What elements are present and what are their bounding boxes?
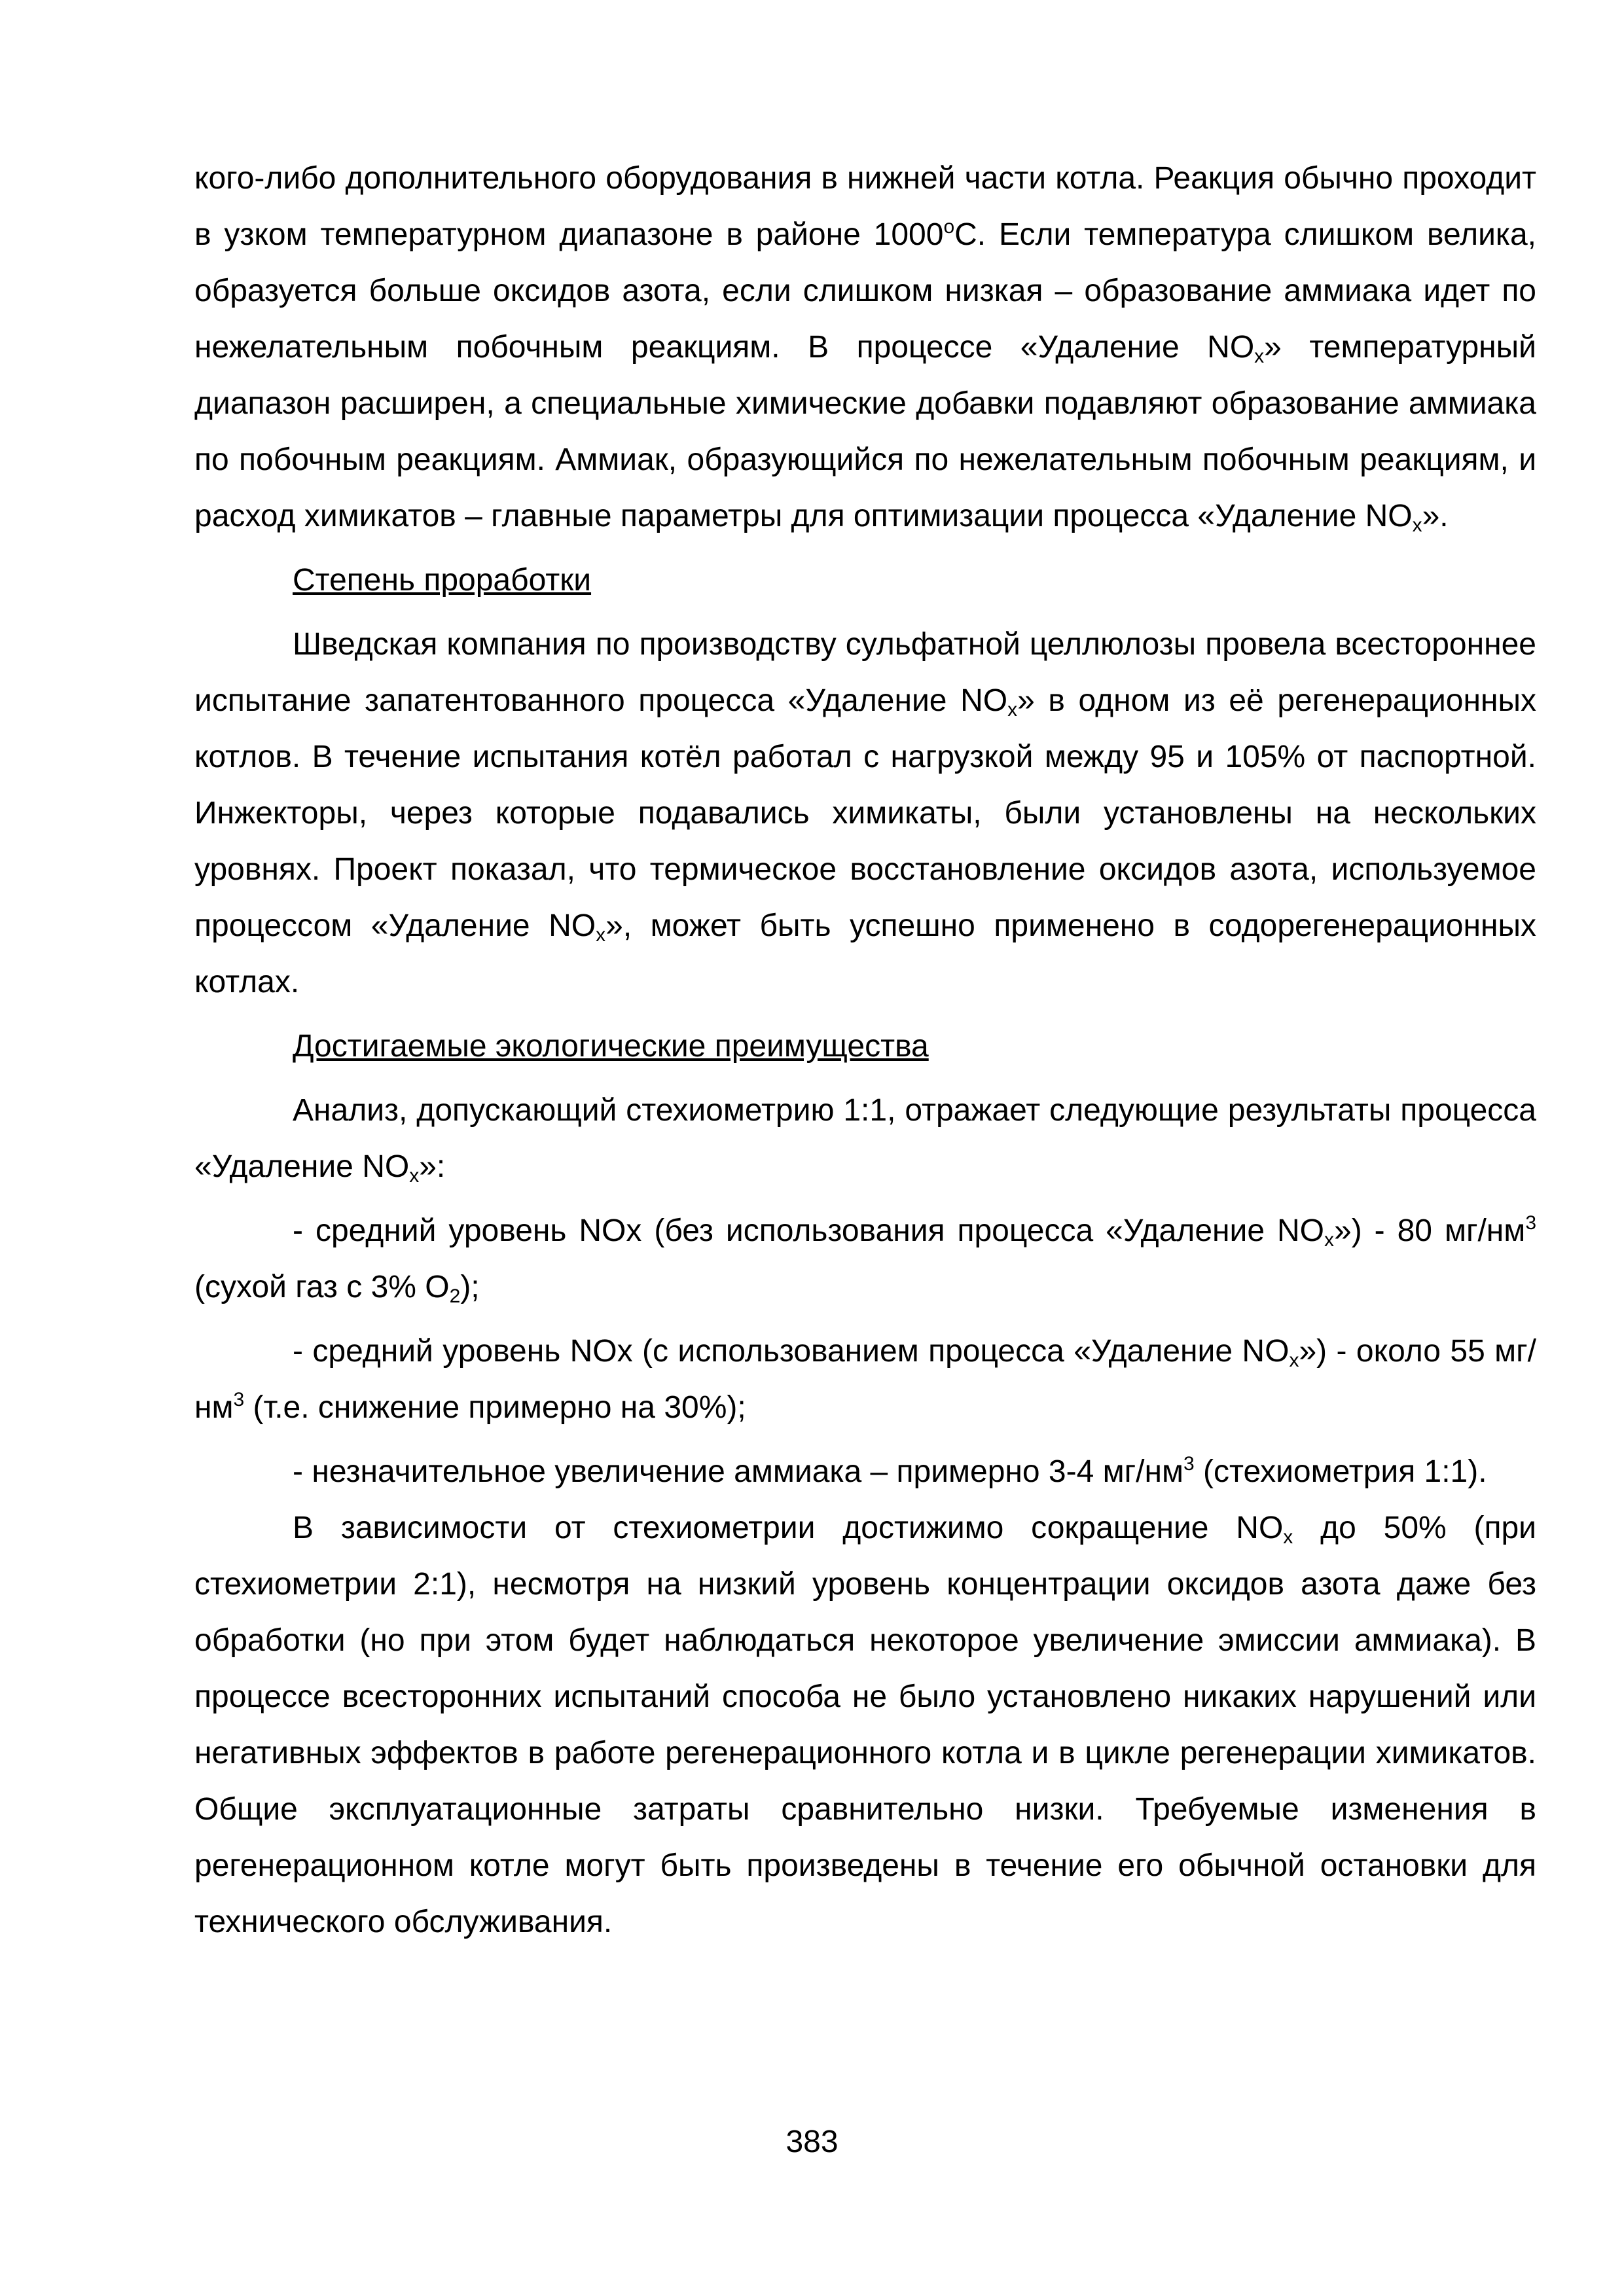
superscript-3: 3 bbox=[1525, 1212, 1536, 1234]
subscript-x: x bbox=[1007, 699, 1018, 721]
section-heading-environmental-benefits: Достигаемые экологические преимущества bbox=[293, 1029, 929, 1064]
paragraph-swedish-company bbox=[194, 617, 1536, 1011]
text-run: », может быть успешно применено в содорегенерационных котлах. bbox=[194, 908, 1537, 999]
subscript-x: x bbox=[1324, 1229, 1334, 1251]
page-number: 383 bbox=[785, 2125, 839, 2159]
text-run: Анализ, допускающий стехиометрию 1:1, отражает следующие результаты процесса «Удаление NO bbox=[194, 1093, 1536, 1184]
section-heading-development-status: Степень проработки bbox=[293, 563, 592, 598]
text-run: В зависимости от стехиометрии достижимо сокращение NO bbox=[293, 1511, 1284, 1545]
superscript-3: 3 bbox=[233, 1389, 245, 1410]
list-item-nox-without bbox=[194, 1203, 1536, 1316]
subscript-x: x bbox=[409, 1165, 420, 1187]
text-run: (стехиометрия 1:1). bbox=[1194, 1454, 1487, 1489]
text-run: - средний уровень NOx (без использования процесса «Удаление NO bbox=[293, 1213, 1324, 1248]
text-run: ») - 80 мг/нм bbox=[1334, 1213, 1526, 1248]
text-run: (т.е. снижение примерно на 30%); bbox=[244, 1390, 746, 1425]
list-item-ammonia bbox=[194, 1444, 1536, 1500]
text-run: С. Если температура слишком велика, образуется больше оксидов азота, если слишком низкая – образование аммиака идет по нежелательным побочным реакциям. В процессе «Удаление NO bbox=[194, 217, 1537, 365]
text-run: - незначительное увеличение аммиака – примерно 3-4 мг/нм bbox=[293, 1454, 1183, 1489]
paragraph-analysis bbox=[194, 1083, 1536, 1195]
subscript-x: x bbox=[1254, 346, 1265, 367]
list-item-nox-with bbox=[194, 1323, 1536, 1436]
text-run: ». bbox=[1422, 499, 1449, 533]
subscript-x: x bbox=[1289, 1350, 1299, 1371]
text-run: кого-либо дополнительного оборудования в нижней части котла. Реакция обычно проходит в узком температурном диапазоне в районе 1000 bbox=[194, 161, 1536, 252]
text-run: »: bbox=[419, 1149, 446, 1184]
text-run: ); bbox=[460, 1270, 480, 1304]
page-body bbox=[194, 151, 1536, 1950]
text-run: ») - около 55 мг/нм bbox=[194, 1334, 1536, 1425]
subscript-x: x bbox=[1412, 514, 1422, 536]
text-run: (сухой газ с 3% O bbox=[194, 1270, 450, 1304]
subscript-x: x bbox=[1283, 1526, 1293, 1548]
text-run: » в одном из её регенерационных котлов. В течение испытания котёл работал с нагрузкой между 95 и 105% от паспортной. Инжекторы, через которые подавались химикаты, были установлены на нескольких уровнях. Проект показал, что термическое восстановление оксидов азота, используемое процессом «Удаление NO bbox=[194, 683, 1536, 943]
text-run: Шведская компания по производству сульфатной целлюлозы провела всестороннее испытание запатентованного процесса «Удаление NO bbox=[194, 627, 1536, 718]
degree-superscript: o bbox=[943, 216, 955, 238]
subscript-2: 2 bbox=[449, 1285, 461, 1307]
superscript-3: 3 bbox=[1183, 1453, 1195, 1475]
paragraph-reaction bbox=[194, 151, 1536, 545]
text-run: - средний уровень NOx (с использованием процесса «Удаление NO bbox=[293, 1334, 1290, 1369]
subscript-x: x bbox=[596, 924, 606, 946]
text-run: » температурный диапазон расширен, а специальные химические добавки подавляют образование аммиака по побочным реакциям. Аммиак, образующийся по нежелательным побочным реакциям, и расход химикатов – главные параметры для оптимизации процесса «Удаление NO bbox=[194, 330, 1536, 533]
paragraph-stoichiometry bbox=[194, 1500, 1536, 1950]
text-run: до 50% (при стехиометрии 2:1), несмотря на низкий уровень концентрации оксидов азота даже без обработки (но при этом будет наблюдаться некоторое увеличение эмиссии аммиака). В процессе всесторонних испытаний способа не было установлено никаких нарушений или негативных эффектов в работе регенерационного котла и в цикле регенерации химикатов. Общие эксплуатационные затраты сравнительно низки. Требуемые изменения в регенерационном котле могут быть произведены в течение его обычной остановки для технического обслуживания. bbox=[194, 1511, 1536, 1939]
